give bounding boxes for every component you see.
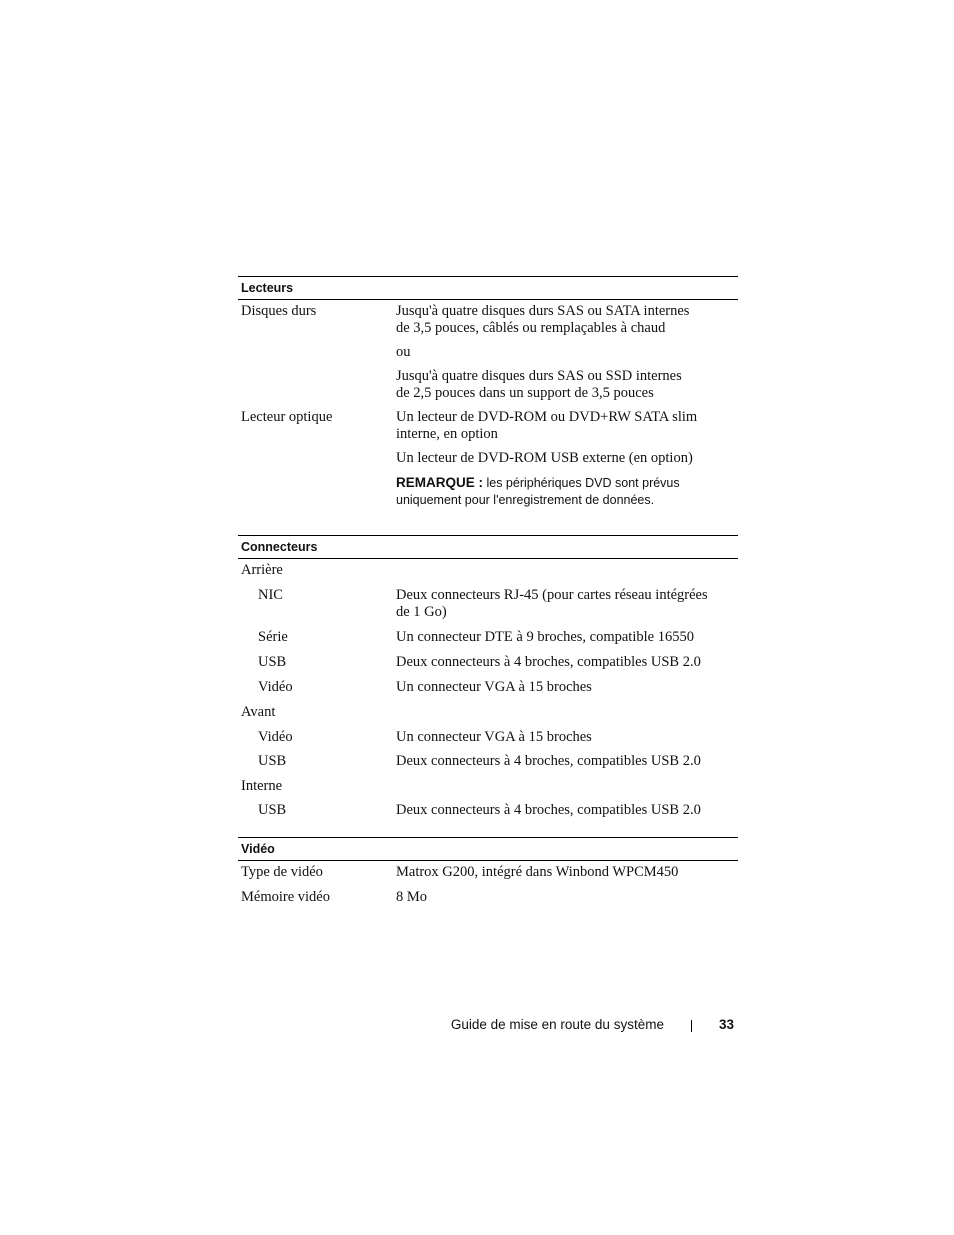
value-serie: Un connecteur DTE à 9 broches, compatible 16550	[396, 629, 694, 645]
section-header-connecteurs: Connecteurs	[238, 535, 738, 559]
value-video: Un connecteur VGA à 15 broches	[396, 679, 592, 695]
value-video: Un connecteur VGA à 15 broches	[396, 729, 592, 745]
optique-option-1-line1: Un lecteur de DVD-ROM ou DVD+RW SATA slim	[396, 409, 698, 425]
note-remarque	[396, 474, 738, 509]
value-disques-durs	[396, 303, 738, 409]
label-usb: USB	[258, 654, 287, 670]
label-arriere: Arrière	[241, 562, 283, 578]
row-avant-video	[238, 729, 738, 746]
optique-option-1-line2: interne, en option	[396, 426, 498, 442]
label-avant: Avant	[241, 704, 276, 720]
row-interne-usb	[238, 802, 738, 819]
optique-option-2: Un lecteur de DVD-ROM USB externe (en option)	[396, 450, 693, 466]
row-arriere-nic	[238, 587, 738, 621]
group-arriere	[238, 562, 738, 579]
value-usb: Deux connecteurs à 4 broches, compatibles USB 2.0	[396, 654, 701, 670]
group-avant	[238, 704, 738, 721]
disques-option-1-line1: Jusqu'à quatre disques durs SAS ou SATA internes	[396, 303, 690, 319]
note-text-line2: uniquement pour l'enregistrement de données.	[396, 493, 655, 507]
label-lecteur-optique: Lecteur optique	[241, 409, 333, 425]
disques-option-1-line2: de 3,5 pouces, câblés ou remplaçables à chaud	[396, 320, 666, 336]
row-avant-usb	[238, 753, 738, 770]
label-memoire-video: Mémoire vidéo	[241, 889, 330, 905]
label-type-video: Type de vidéo	[241, 864, 323, 880]
row-disques-durs	[238, 303, 738, 409]
nic-line1: Deux connecteurs RJ-45 (pour cartes réseau intégrées	[396, 587, 708, 603]
page-number: 33	[718, 1017, 734, 1032]
label-serie: Série	[258, 629, 288, 645]
footer-title: Guide de mise en route du système	[450, 1017, 664, 1032]
row-memoire-video	[238, 889, 738, 906]
note-label: REMARQUE :	[396, 475, 483, 490]
nic-line2: de 1 Go)	[396, 604, 447, 620]
section-header-video: Vidéo	[238, 837, 738, 861]
group-interne	[238, 778, 738, 795]
label-video: Vidéo	[258, 679, 293, 695]
note-text-line1: les périphériques DVD sont prévus	[486, 476, 680, 490]
disques-option-2-line2: de 2,5 pouces dans un support de 3,5 pouces	[396, 385, 654, 401]
value-type-video: Matrox G200, intégré dans Winbond WPCM450	[396, 864, 679, 880]
optique-option-1	[396, 409, 738, 443]
row-lecteur-optique	[238, 409, 738, 516]
section-header-lecteurs: Lecteurs	[238, 276, 738, 300]
label-disques-durs: Disques durs	[241, 303, 317, 319]
label-usb: USB	[258, 802, 287, 818]
value-usb: Deux connecteurs à 4 broches, compatibles USB 2.0	[396, 802, 701, 818]
disques-or: ou	[396, 344, 411, 360]
value-lecteur-optique	[396, 409, 738, 516]
disques-option-1	[396, 303, 738, 337]
value-usb: Deux connecteurs à 4 broches, compatibles USB 2.0	[396, 753, 701, 769]
disques-option-2	[396, 368, 738, 402]
page-footer	[400, 1016, 734, 1033]
row-type-video	[238, 864, 738, 881]
footer-separator	[691, 1020, 692, 1032]
label-video: Vidéo	[258, 729, 293, 745]
label-usb: USB	[258, 753, 287, 769]
row-arriere-serie	[238, 629, 738, 646]
label-interne: Interne	[241, 778, 283, 794]
row-arriere-video	[238, 679, 738, 696]
spec-table	[238, 276, 738, 906]
value-memoire-video: 8 Mo	[396, 889, 428, 905]
label-nic: NIC	[258, 587, 283, 603]
value-nic	[396, 587, 738, 621]
disques-option-2-line1: Jusqu'à quatre disques durs SAS ou SSD internes	[396, 368, 682, 384]
row-arriere-usb	[238, 654, 738, 671]
